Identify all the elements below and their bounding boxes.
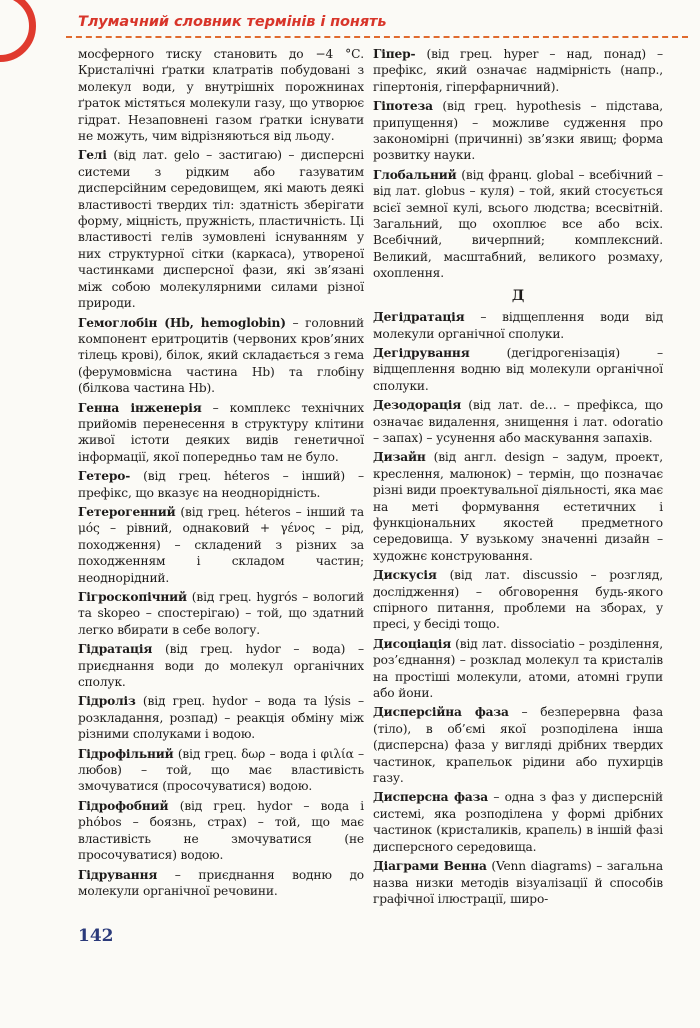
- entry-definition: (від франц. global – всебічний – від лат. globus – куля) – той, який стосується всієї земної кулі, всього людства; всесвітній. Загальний, що охоплює все або всіх. Всебічний, вичерпний; комплексний. Великий, масштабний, великого розмаху, охоплення.: [373, 167, 663, 281]
- entry-term: Генна інженерія: [78, 400, 202, 415]
- entry-term: Гетеро-: [78, 469, 131, 484]
- entry-term: Гідрофільний: [78, 746, 174, 761]
- entry-definition: – комплекс технічних прийомів перенесення в структуру клітини живої істоти деяких видів генетичної інформації, якої попередньо там не було.: [78, 400, 364, 464]
- entry-term: Дисперсійна фаза: [373, 705, 509, 720]
- corner-arc-decoration: [0, 0, 36, 62]
- dictionary-entry: [78, 641, 364, 690]
- entry-definition: (від грец. δωρ – вода і φιλία – любов) – той, що має властивість змочуватися (просочуватися) водою.: [78, 746, 364, 794]
- entry-definition: – приєднання водню до молекули органічної речовини.: [78, 867, 364, 898]
- dictionary-entry: [373, 789, 663, 855]
- dictionary-entry: [78, 147, 364, 311]
- entry-term: Гемоглобін (Hb, hemoglobin): [78, 315, 286, 330]
- entry-term: Дегідрування: [373, 345, 470, 360]
- dictionary-entry: [373, 345, 663, 394]
- dictionary-entry: [373, 858, 663, 907]
- entry-term: Дискусія: [373, 568, 437, 583]
- header-title: Тлумачний словник термінів і понять: [78, 14, 387, 30]
- entry-term: Гетерогенний: [78, 504, 176, 519]
- right-column: [373, 46, 663, 910]
- entry-definition: (від грец. hydor – вода та lýsis – розкладання, розпад) – реакція обміну між різними сполуками і водою.: [78, 694, 364, 742]
- entry-term: Гідрування: [78, 867, 158, 882]
- entry-term: Діаграми Венна: [373, 859, 487, 874]
- entry-term: Глобальний: [373, 167, 457, 182]
- dictionary-entry: [373, 636, 663, 702]
- entry-definition: (від грец. hyper – над, понад) – префікс, який означає надмірність (напр., гіпертонія, гіперфарничний).: [373, 47, 663, 94]
- dictionary-entry: [373, 397, 663, 446]
- entry-term: Гігроскопічний: [78, 590, 187, 604]
- dictionary-entry: [78, 468, 364, 501]
- entry-definition: (Venn diagrams) – загальна назва низки методів візуалізації й способів графічної ілюстрації, широ-: [373, 859, 663, 906]
- entry-definition: мосферного тиску становить до −4 °С. Кристалічні ґратки клатратів побудовані з молекул води, у внутрішніх порожнинах ґраток містяться молекули газу, що утворює гідрат. Незаповнені газом ґратки існувати не можуть, чим відрізняються від льоду.: [78, 47, 364, 144]
- dictionary-entry: [373, 309, 663, 342]
- entry-term: Гіпотеза: [373, 99, 433, 114]
- entry-term: Дисоціація: [373, 636, 452, 651]
- entry-definition: (від грец. héteros – інший) – префікс, що вказує на неоднорідність.: [78, 469, 364, 500]
- dictionary-entry: [373, 98, 663, 164]
- dictionary-entry: [78, 46, 364, 144]
- entry-term: Гелі: [78, 148, 107, 163]
- left-column: [78, 46, 364, 902]
- entry-term: Гіпер-: [373, 47, 416, 61]
- entry-definition: (від лат. de… – префікса, що означає видалення, знищення і лат. odoratio – запах) – усунення або маскування запахів.: [373, 398, 663, 445]
- entry-definition: (від грец. hydor – вода і phóbos – боязнь, страх) – той, що має властивість не змочуватися (не просочуватися) водою.: [78, 798, 364, 863]
- entry-definition: – одна з фаз у дисперсній системі, яка розподілена у формі дрібних частинок (кристаликів, крапель) в іншій фазі дисперсного середовища.: [373, 790, 664, 854]
- dictionary-entry: [373, 167, 663, 282]
- dictionary-entry: [78, 504, 364, 586]
- section-letter: Д: [511, 287, 525, 304]
- dictionary-entry: [78, 798, 364, 864]
- entry-definition: (від грец. hygrós – вологий та skopeo – спостерігаю) – той, що здатний легко вбирати в себе вологу.: [78, 590, 364, 637]
- entry-definition: (від лат. discussio – розгляд, дослідження) – обговорення будь-якого спірного питання, проблеми на зборах, у пресі, у бесіді тощо.: [373, 568, 663, 632]
- entry-definition: – безперервна фаза (тіло), в об’ємі якої розподілена інша (дисперсна) фаза у вигляді дрібних твердих частинок, крапельок рідини або пухирців газу.: [373, 705, 663, 786]
- entry-definition: (від лат. gelo – застигаю) – дисперсні системи з рідким або газуватим дисперсійним середовищем, які мають деякі властивості твердих тіл: здатність зберігати форму, міцність, пружність, пластичність. Ці властивості гелів зумовлені існуванням у них структурної сітки (каркаса), утвореної частинками дисперсної фази, які зв’язані між собою молекулярними силами різної природи.: [78, 148, 364, 311]
- dictionary-entry: [78, 315, 364, 397]
- entry-definition: (від грец. hypothesis – підстава, припущення) – можливе судження про закономірні (причинні) зв’язки явищ; форма розвитку науки.: [373, 99, 663, 163]
- entry-definition: (від грец. héteros – інший та μός – рівний, однаковий + γένος – рід, походження) – складений з різних за походженням і складом частин; неоднорідний.: [78, 504, 364, 585]
- entry-term: Гідратація: [78, 642, 153, 657]
- dictionary-entry: [78, 867, 364, 900]
- dictionary-entry: [373, 449, 663, 564]
- entry-term: Дезодорація: [373, 398, 462, 413]
- entry-definition: – відщеплення води від молекули органічної сполуки.: [373, 310, 663, 341]
- dictionary-entry: [78, 746, 364, 795]
- dictionary-entry: [373, 704, 663, 786]
- entry-term: Гідрофобний: [78, 798, 169, 813]
- entry-definition: (від грец. hydor – вода) – приєднання води до молекул органічних сполук.: [78, 642, 364, 690]
- entry-term: Дизайн: [373, 450, 426, 465]
- entry-term: Гідроліз: [78, 694, 136, 709]
- page-number: 142: [78, 926, 114, 946]
- entry-definition: (дегідрогенізація) – відщеплення водню від молекули органічної сполуки.: [373, 345, 663, 393]
- dictionary-entry: [78, 693, 364, 742]
- dictionary-entry: [78, 589, 364, 638]
- entry-term: Дисперсна фаза: [373, 790, 489, 805]
- dictionary-entry: [78, 400, 364, 466]
- dictionary-entry: [373, 567, 663, 633]
- entry-term: Дегідратація: [373, 310, 465, 325]
- entry-definition: – головний компонент еритроцитів (червоних кров’яних тілець крові), білок, який складається з гема (ферумовмісна частина Hb) та глобіну (білкова частина Hb).: [78, 315, 364, 396]
- entry-definition: (від лат. dissociatio – розділення, роз’єднання) – розклад молекул та кристалів на простіші молекули, атоми, атомні групи або йони.: [373, 636, 663, 701]
- entry-definition: (від англ. design – задум, проект, креслення, малюнок) – термін, що позначає різні види проектувальної діяльності, яка має на меті формування естетичних і функціональних якостей предметного середовища. У вузькому значенні дизайн – художнє конструювання.: [373, 450, 663, 563]
- running-header: [66, 16, 688, 38]
- dictionary-entry: [373, 46, 663, 95]
